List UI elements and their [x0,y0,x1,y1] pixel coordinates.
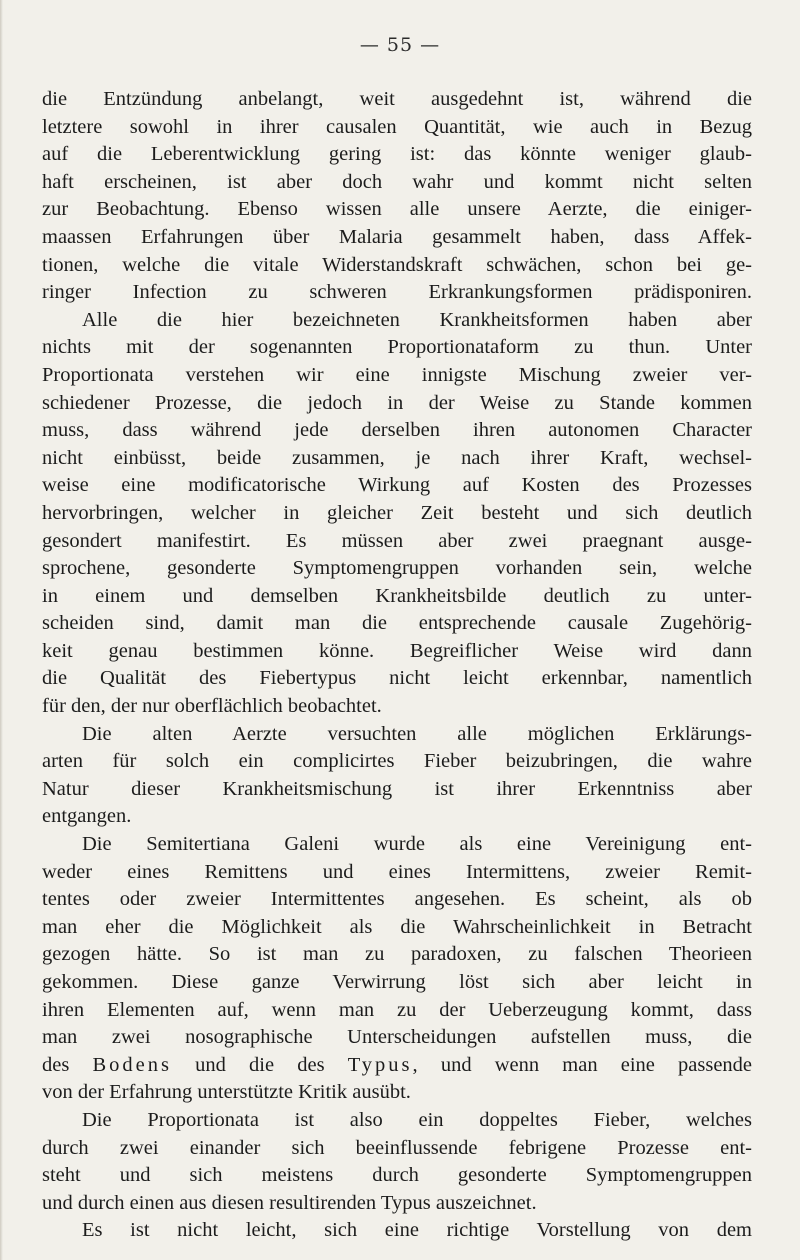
text-line: maassen Erfahrungen über Malaria gesammelt haben, dass Affek- [42,225,752,248]
text-line: die Qualität des Fiebertypus nicht leicht erkennbar, namentlich [42,667,752,690]
text-line: auf die Leberentwicklung gering ist: das könnte weniger glaub- [42,143,752,166]
text-line: sprochene, gesonderte Symptomengruppen vorhanden sein, welche [42,557,752,580]
text-fragment: und die des [171,1053,348,1076]
text-line: man eher die Möglichkeit als die Wahrscheinlichkeit in Betracht [42,915,752,938]
text-line: in einem und demselben Krankheitsbilde deutlich zu unter- [42,584,752,607]
text-fragment: des [42,1053,93,1076]
text-line: weise eine modificatorische Wirkung auf Kosten des Prozesses [42,474,752,497]
text-line: für den, der nur oberflächlich beobachtet. [42,695,382,718]
text-fragment: , und wenn man eine passende [412,1053,753,1076]
text-line: arten für solch ein complicirtes Fieber beizubringen, die wahre [42,750,752,773]
text-line: schiedener Prozesse, die jedoch in der Weise zu Stande kommen [42,391,752,414]
text-line: von der Erfahrung unterstützte Kritik ausübt. [42,1081,411,1104]
text-line: gezogen hätte. So ist man zu paradoxen, zu falschen Theorieen [42,943,752,966]
emphasis-typus: Typus [347,1053,413,1076]
text-line: Es ist nicht leicht, sich eine richtige Vorstellung von dem [82,1219,752,1242]
text-line: Alle die hier bezeichneten Krankheitsformen haben aber [82,308,752,331]
emphasis-bodens: Bodens [92,1053,172,1076]
text-line: man zwei nosographische Unterscheidungen aufstellen muss, die [42,1026,752,1049]
body-text [42,86,752,1245]
text-line: Die alten Aerzte versuchten alle möglichen Erklärungs- [82,722,752,745]
page-number: — 55 — [359,34,441,56]
text-line: Natur dieser Krankheitsmischung ist ihrer Erkenntniss aber [42,777,752,800]
text-line: zur Beobachtung. Ebenso wissen alle unsere Aerzte, die einiger- [42,198,752,221]
text-line: ringer Infection zu schweren Erkrankungsformen prädisponiren. [42,281,752,304]
text-line: und durch einen aus diesen resultirenden Typus auszeichnet. [42,1191,537,1214]
text-line: hervorbringen, welcher in gleicher Zeit besteht und sich deutlich [42,501,752,524]
text-line: nicht einbüsst, beide zusammen, je nach ihrer Kraft, wechsel- [42,446,752,469]
text-line: nichts mit der sogenannten Proportionataform zu thun. Unter [42,336,752,359]
page-edge-shadow [0,0,3,1260]
text-line: tionen, welche die vitale Widerstandskraft schwächen, schon bei ge- [42,253,752,276]
text-line: durch zwei einander sich beeinflussende febrigene Prozesse ent- [42,1136,752,1159]
text-line: ihren Elementen auf, wenn man zu der Ueberzeugung kommt, dass [42,998,752,1021]
text-line: entgangen. [42,805,132,828]
text-line: gekommen. Diese ganze Verwirrung löst sich aber leicht in [42,971,752,993]
text-line: letztere sowohl in ihrer causalen Quantität, wie auch in Bezug [42,115,752,138]
text-line: muss, dass während jede derselben ihren autonomen Character [42,419,752,442]
text-line: Die Proportionata ist also ein doppeltes Fieber, welches [82,1108,752,1131]
text-line: Die Semitertiana Galeni wurde als eine Vereinigung ent- [82,833,752,856]
text-line: tentes oder zweier Intermittentes angesehen. Es scheint, als ob [42,888,752,911]
text-line: haft erscheinen, ist aber doch wahr und kommt nicht selten [42,170,752,193]
text-line: weder eines Remittens und eines Intermittens, zweier Remit- [42,860,752,883]
text-line: scheiden sind, damit man die entsprechende causale Zugehörig- [42,612,752,635]
text-line: keit genau bestimmen könne. Begreiflicher Weise wird dann [42,639,752,662]
text-line: gesondert manifestirt. Es müssen aber zwei praegnant ausge- [42,529,752,552]
text-line [42,1052,752,1080]
text-line: steht und sich meistens durch gesonderte Symptomengruppen [42,1164,752,1187]
text-line: Proportionata verstehen wir eine innigste Mischung zweier ver- [42,363,752,386]
text-line: die Entzündung anbelangt, weit ausgedehnt ist, während die [42,88,752,110]
